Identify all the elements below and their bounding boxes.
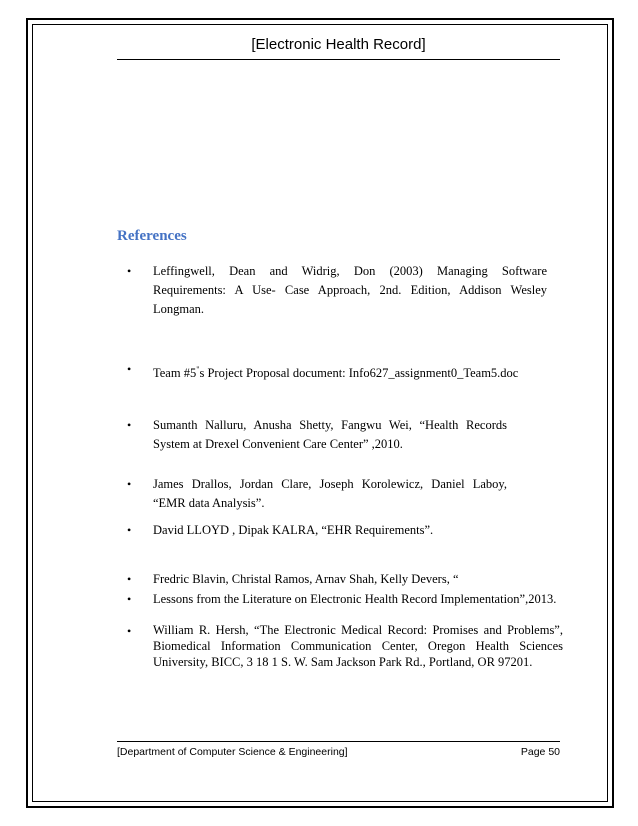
- reference-line: University, BICC, 3 18 1 S. W. Sam Jackson Park Rd., Portland, OR 97201.: [153, 655, 533, 669]
- bullet-icon: •: [127, 572, 132, 586]
- reference-line: Longman.: [153, 302, 205, 316]
- reference-text-part: Team #5: [153, 366, 197, 381]
- reference-line: William R. Hersh, “The Electronic Medical Record: Promises and Problems”,: [153, 623, 563, 637]
- bullet-icon: •: [127, 264, 132, 278]
- reference-line: Lessons from the Literature on Electronic Health Record Implementation”,2013.: [153, 592, 557, 606]
- page-border-inner: [32, 24, 608, 802]
- reference-line: Fredric Blavin, Christal Ramos, Arnav Shah, Kelly Devers, “: [153, 572, 459, 586]
- reference-line: James Drallos, Jordan Clare, Joseph Korolewicz, Daniel Laboy,: [153, 477, 507, 491]
- bullet-icon: •: [127, 523, 132, 537]
- bullet-icon: •: [127, 624, 132, 638]
- reference-line: [153, 360, 553, 383]
- reference-text-part: s Project Proposal document: Info627_assignment0_Team5.doc: [199, 366, 519, 381]
- reference-superscript: ": [196, 365, 200, 374]
- reference-line: Leffingwell, Dean and Widrig, Don (2003) Managing Software: [153, 264, 547, 278]
- header-rule: [117, 59, 560, 60]
- reference-text: [153, 622, 563, 670]
- reference-line: Requirements: A Use- Case Approach, 2nd. Edition, Addison Wesley: [153, 283, 547, 297]
- references-heading: References: [117, 228, 187, 244]
- reference-line: Sumanth Nalluru, Anusha Shetty, Fangwu Wei, “Health Records: [153, 418, 507, 432]
- page-number: Page 50: [520, 746, 560, 758]
- page-header: [Electronic Health Record]: [251, 36, 426, 53]
- bullet-icon: •: [127, 362, 132, 376]
- reference-line: “EMR data Analysis”.: [153, 496, 265, 510]
- reference-text: [153, 590, 573, 609]
- reference-text: [153, 521, 547, 540]
- reference-text: [153, 360, 553, 383]
- bullet-icon: •: [127, 592, 132, 606]
- reference-line: System at Drexel Convenient Care Center” ,2010.: [153, 437, 403, 451]
- reference-text: [153, 416, 507, 454]
- reference-line: Biomedical Information Communication Center, Oregon Health Sciences: [153, 639, 563, 653]
- reference-text: [153, 475, 507, 513]
- footer-rule: [117, 741, 560, 742]
- reference-text: [153, 262, 547, 319]
- bullet-icon: •: [127, 418, 132, 432]
- bullet-icon: •: [127, 477, 132, 491]
- reference-text: [153, 570, 547, 589]
- footer-department: [Department of Computer Science & Engineering]: [117, 746, 348, 758]
- reference-line: David LLOYD , Dipak KALRA, “EHR Requirements”.: [153, 523, 434, 537]
